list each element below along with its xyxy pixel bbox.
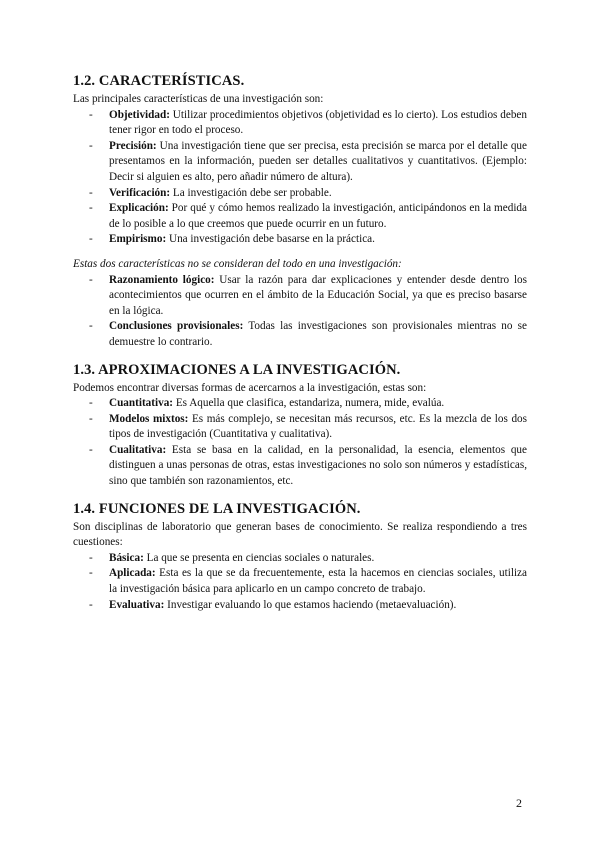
section-intro: Podemos encontrar diversas formas de acercarnos a la investigación, estas son: [73,381,427,394]
list-item-term: Conclusiones provisionales: [109,320,244,333]
list-item [73,186,527,202]
list-item-text: Esta es la que se da frecuentemente, esta la hacemos en ciencias sociales, utiliza la investigación básica para aplicarlo en un campo concreto de trabajo. [109,567,527,596]
list-item-text: Una investigación debe basarse en la práctica. [166,233,375,246]
section-heading-aproximaciones: 1.3. APROXIMACIONES A LA INVESTIGACIÓN. [73,361,401,378]
list-item-term: Precisión: [109,139,157,152]
list-item-text: La investigación debe ser probable. [170,186,332,199]
list-item-text: Es más complejo, se necesitan más recursos, etc. Es la mezcla de los dos tipos de investigación (Cuantitativa y cualitativa). [109,412,527,441]
functions-list [73,551,527,613]
list-item [73,396,527,412]
list-item-text: Esta se basa en la calidad, en la personalidad, la esencia, elementos que distinguen a unas personas de otras, estas investigaciones no solo son números y estadísticas, sino que también son razonamientos, etc. [109,443,527,488]
section-note: Estas dos características no se consideran del todo en una investigación: [73,257,402,270]
list-item-term: Empirismo: [109,233,167,246]
list-item-text: Todas las investigaciones son provisionales mientras no se demuestre lo contrario. [109,320,528,348]
list-item-text: Utilizar procedimientos objetivos (objetividad es lo cierto). Los estudios deben tener rigor en todo el proceso. [109,108,527,137]
section-intro: Las principales características de una investigación son: [73,93,324,105]
list-item [73,319,527,350]
document-page [73,72,527,613]
list-item-text: Una investigación tiene que ser precisa, esta precisión se marca por el detalle que presentamos en la información, pueden ser detalles cualitativos y cuantitativos. (Ejemplo: Decir si alguien es alto, pero añadir número de altura). [109,139,527,183]
list-item-term: Cualitativa: [109,443,167,456]
list-item-term: Verificación: [109,186,171,199]
list-item [73,232,527,248]
list-item-term: Objetividad: [109,108,170,121]
list-item [73,566,527,597]
list-item-term: Básica: [109,551,144,564]
list-item [73,443,527,490]
list-item [73,139,527,186]
list-item-text: Es Aquella que clasifica, estandariza, numera, mide, evalúa. [173,397,445,410]
list-item [73,598,527,614]
list-item [73,108,527,139]
list-item-term: Aplicada: [109,567,156,580]
list-item-text: Por qué y cómo hemos realizado la investigación, anticipándonos en la medida de lo posible a lo que creemos que puede ocurrir en un futuro. [109,202,527,230]
list-item-term: Explicación: [109,202,169,215]
list-item-text: La que se presenta en ciencias sociales o naturales. [143,551,375,564]
section-heading-funciones: 1.4. FUNCIONES DE LA INVESTIGACIÓN. [73,500,361,517]
list-item-text: Usar la razón para dar explicaciones y entender desde dentro los acontecimientos que ocurren en el ámbito de la Educación Social, ya que es preciso basarse en la lógica. [109,273,527,317]
list-item [73,273,527,320]
list-item-term: Cuantitativa: [109,397,174,410]
approaches-list [73,396,527,490]
list-item-term: Modelos mixtos: [109,412,189,425]
characteristics-list [73,108,527,248]
list-item-term: Razonamiento lógico: [109,273,215,286]
list-item-term: Evaluativa: [109,598,165,611]
list-item [73,412,527,443]
list-item [73,551,527,567]
section-heading-caracteristicas: 1.2. CARACTERÍSTICAS. [73,73,245,89]
list-item [73,201,527,232]
page-number: 2 [516,796,522,810]
note-list [73,273,527,351]
list-item-text: Investigar evaluando lo que estamos haciendo (metaevaluación). [164,598,457,611]
section-intro: Son disciplinas de laboratorio que generan bases de conocimiento. Se realiza respondiendo a tres cuestiones: [73,520,527,549]
